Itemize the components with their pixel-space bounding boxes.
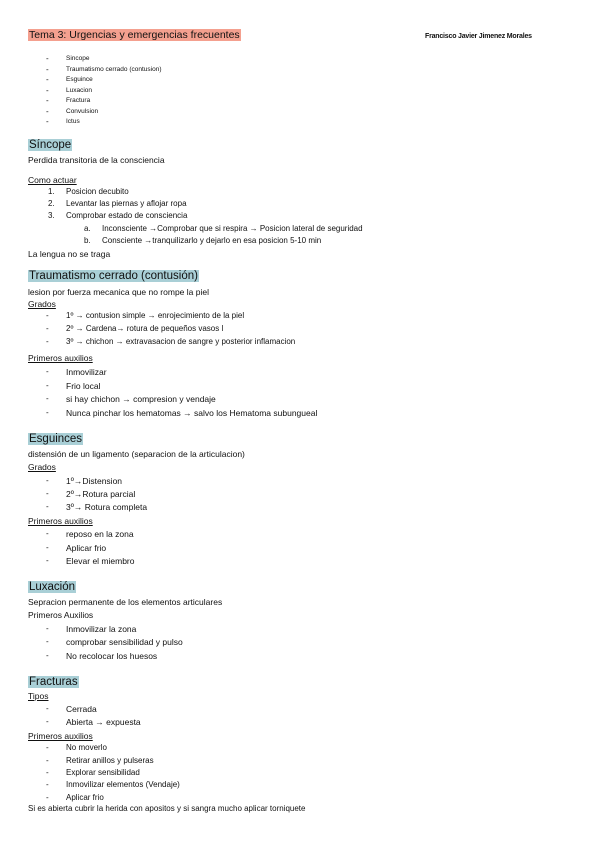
list-item: Explorar sensibilidad — [66, 768, 140, 777]
substep-text: Inconsciente →Comprobar que si respira → Posicion lateral de seguridad — [102, 224, 363, 233]
toc-item: Sincope — [66, 55, 90, 62]
list-item: Abierta → expuesta — [66, 717, 141, 727]
list-item: Frio local — [66, 381, 101, 391]
toc-item: Esguince — [66, 76, 93, 83]
section-heading-fracturas: Fracturas — [29, 676, 78, 688]
substep-letter: b. — [84, 236, 91, 245]
primeros-auxilios-label: Primeros auxilios — [28, 731, 93, 741]
list-item: No moverlo — [66, 743, 107, 752]
step-number: 1. — [48, 187, 55, 196]
toc-item: Convulsion — [66, 108, 99, 115]
section-heading-esguinces: Esguinces — [29, 433, 83, 445]
list-item: Cerrada — [66, 704, 97, 714]
primeros-auxilios-label: Primeros Auxilios — [28, 610, 94, 620]
list-item: 2º→Rotura parcial — [66, 489, 136, 499]
list-item: Aplicar frio — [66, 543, 107, 553]
toc-item: Luxacion — [66, 87, 93, 94]
list-item: 3º → chichon → extravasacion de sangre y posterior inflamacion — [66, 337, 296, 346]
tipos-label: Tipos — [28, 691, 49, 701]
step-text: Levantar las piernas y aflojar ropa — [66, 199, 187, 208]
list-item: 1º → contusion simple → enrojecimiento de la piel — [66, 311, 245, 320]
toc-item: Fractura — [66, 97, 91, 104]
author-name: Francisco Javier Jimenez Morales — [425, 33, 532, 40]
primeros-auxilios-label: Primeros auxilios — [28, 516, 93, 526]
list-item: Aplicar frio — [66, 793, 104, 802]
grados-label: Grados — [28, 462, 56, 472]
document-page: Tema 3: Urgencias y emergencias frecuentes Francisco Javier Jimenez Morales - Sincope - Traumatismo cerrado (contusion) - Esguince - Luxacion - Fractura - Convulsion - Ictus Síncope Perdida transitoria de la consciencia Como actuar 1. Posicion decubito 2. Levantar las piernas y aflojar ropa 3. Comprobar estado de consciencia a. Inconsciente →Comprobar que si respira → Posicion lateral de seguridad b. Consciente →tranquilizarlo y dejarlo en esa posicion 5-10 min La lengua no se traga Traumatismo cerrado (contusión) lesion por fuerza mecanica que no rompe la piel Grados - 1º → contusion simple → enrojecimiento de la piel - 2º → Cardena→ rotura de pequeños vasos l - 3º → chichon → extravasacion de sangre y posterior inflamacion Primeros auxilios - Inmovilizar - Frio local - si hay chichon → compresion y vendaje - Nunca pinchar los hematomas → salvo los Hematoma subungueal Esguinces distensión de un ligamento (separacion de la articulacion) Grados - 1º→Distension - 2º→Rotura parcial - 3º→ Rotura completa Primeros auxilios - reposo en la zona - Aplicar frio - Elevar el miembro Luxación Sepracion permanente de los elementos articulares Primeros Auxilios - Inmovilizar la zona - comprobar sensibilidad y pulso - No recolocar los huesos Fracturas Tipos - Cerrada - Abierta → expuesta Primeros auxilios - No moverlo - Retirar anillos y pulseras - Explorar sensibilidad - Inmovilizar elementos (Vendaje) - Aplicar frio Si es abierta cubrir la herida con apositos y si sangra mucho aplicar torniquete — [28, 29, 532, 813]
list-item: 2º → Cardena→ rotura de pequeños vasos l — [66, 324, 224, 333]
list-item: Nunca pinchar los hematomas → salvo los Hematoma subungueal — [66, 408, 318, 418]
substep-text: Consciente →tranquilizarlo y dejarlo en esa posicion 5-10 min — [102, 236, 322, 245]
list-item: Inmovilizar la zona — [66, 624, 137, 634]
list-item: si hay chichon → compresion y vendaje — [66, 394, 216, 404]
list-item: Inmovilizar — [66, 367, 107, 377]
list-item: reposo en la zona — [66, 529, 134, 539]
step-text: Comprobar estado de consciencia — [66, 211, 188, 220]
sincope-definition: Perdida transitoria de la consciencia — [28, 155, 165, 165]
list-item: 3º→ Rotura completa — [66, 502, 148, 512]
list-item: Retirar anillos y pulseras — [66, 756, 154, 765]
fracturas-note: Si es abierta cubrir la herida con apositos y si sangra mucho aplicar torniquete — [28, 804, 306, 813]
list-item: No recolocar los huesos — [66, 651, 158, 661]
list-item: 1º→Distension — [66, 476, 123, 486]
step-text: Posicion decubito — [66, 187, 129, 196]
toc-item: Traumatismo cerrado (contusion) — [66, 66, 162, 73]
step-number: 3. — [48, 211, 55, 220]
document-title: Tema 3: Urgencias y emergencias frecuentes — [29, 29, 240, 41]
list-item: Elevar el miembro — [66, 556, 135, 566]
substep-letter: a. — [84, 224, 91, 233]
luxacion-definition: Sepracion permanente de los elementos articulares — [28, 597, 223, 607]
toc-item: Ictus — [66, 118, 80, 125]
step-number: 2. — [48, 199, 55, 208]
sincope-note: La lengua no se traga — [28, 249, 111, 259]
grados-label: Grados — [28, 299, 56, 309]
esguinces-definition: distensión de un ligamento (separacion de la articulacion) — [28, 449, 245, 459]
traumatismo-definition: lesion por fuerza mecanica que no rompe la piel — [28, 287, 209, 297]
section-heading-traumatismo: Traumatismo cerrado (contusión) — [29, 270, 198, 282]
list-item: Inmovilizar elementos (Vendaje) — [66, 780, 180, 789]
list-item: comprobar sensibilidad y pulso — [66, 637, 183, 647]
section-heading-luxacion: Luxación — [29, 581, 76, 593]
como-actuar-label: Como actuar — [28, 175, 77, 185]
section-heading-sincope: Síncope — [29, 139, 72, 151]
primeros-auxilios-label: Primeros auxilios — [28, 353, 93, 363]
